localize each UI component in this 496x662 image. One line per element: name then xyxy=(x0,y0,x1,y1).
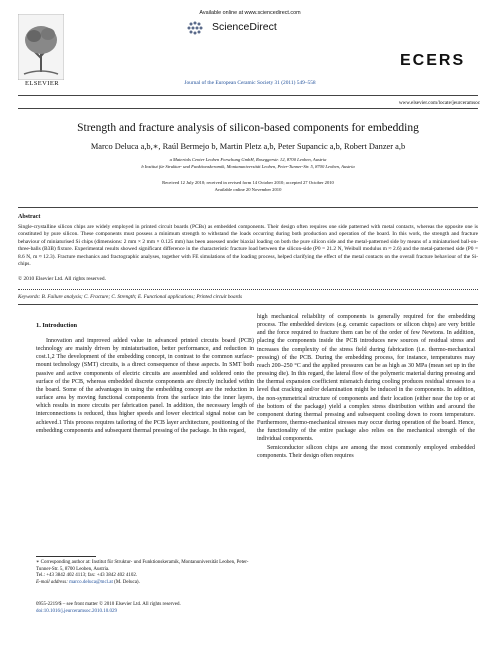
journal-site-url[interactable]: www.elsevier.com/locate/jeurceramsoc xyxy=(398,100,480,106)
paragraph: Semiconductor silicon chips are among the most commonly employed embedded components. Their design often requires xyxy=(257,444,475,459)
header-rule-thick xyxy=(18,108,478,109)
paragraph: high mechanical reliability of components is generally required for the embedding process. The embedded devices (e.g. ceramic capacitors or silicon chips) are very brittle and the force required to fracture them can be of the order of few Newtons. In addition, placing the components inside the PCB introduces new sources of residual stress and increases the complexity of the stress field during fabrication (i.e. thermo-mechanical pressing) of the PCB. During the embedding process, for instance, temperatures may reach 200–250 °C and the applied pressures can be as high as 30 MPa (mean set up in the pressing die). In this regard, the lateral flow of the polymeric material during pressing and the thermal expansion coefficient mismatch during cooling produces residual stresses to a level that cracking and/or delamination might be induced in the components. In addition, the non-symmetrical structure of components and their location (either near the top or at the bottom of the package) yield a complex stress distribution within and around the component during thermal pressing and subsequent cooling down to room temperature. Furthermore, thermo-mechanical stresses may occur during operation of the board. Hence, the functionality of the entire package also relies on the mechanical strength of the individual components. xyxy=(257,314,475,443)
abstract-copyright: © 2010 Elsevier Ltd. All rights reserved. xyxy=(18,276,106,282)
body-top-rule xyxy=(18,304,478,305)
keywords: Keywords: B. Failure analysis; C. Fracture; C. Strength; E. Functional applications; Printed circuit boards xyxy=(18,294,243,300)
phone-fax: Tel.: +43 3842 402 4113; fax: +43 3842 402 4102. xyxy=(36,573,138,579)
ecers-society-logo: ECERS xyxy=(400,52,466,69)
available-online-text: Available online at www.sciencedirect.com xyxy=(199,10,301,16)
sciencedirect-wordmark: ScienceDirect xyxy=(212,21,277,33)
journal-citation-link[interactable]: Journal of the European Ceramic Society 31 (2011) 549–558 xyxy=(184,80,316,86)
available-date: Available online 20 November 2010 xyxy=(214,187,282,192)
article-title: Strength and fracture analysis of silicon-based components for embedding xyxy=(77,122,419,134)
email-suffix: (M. Deluca). xyxy=(114,579,140,585)
right-column xyxy=(257,313,475,460)
email-line xyxy=(36,580,254,587)
footnote xyxy=(36,560,254,586)
affiliation-a: a Materials Center Leoben Forschung GmbH, Roseggerstr. 12, 8700 Leoben, Austria xyxy=(169,157,327,162)
keywords-rule xyxy=(18,289,478,290)
front-matter xyxy=(36,602,254,615)
doi-link[interactable]: doi:10.1016/j.jeurceramsoc.2010.10.029 xyxy=(36,608,117,614)
email-link[interactable]: marco.deluca@mcl.at xyxy=(69,579,113,585)
section-heading-introduction: 1. Introduction xyxy=(36,322,78,329)
abstract-heading: Abstract xyxy=(18,214,41,220)
email-label: E-mail address: xyxy=(36,579,68,585)
header-rule xyxy=(18,95,478,96)
elsevier-wordmark: ELSEVIER xyxy=(25,80,59,87)
footnote-rule xyxy=(36,556,96,557)
author-list: Marco Deluca a,b,∗, Raúl Bermejo b, Martin Pletz a,b, Peter Supancic a,b, Robert Danzer a,b xyxy=(90,142,406,151)
elsevier-tree-logo xyxy=(18,14,64,80)
abstract-top-rule xyxy=(18,207,478,208)
affiliation-b: b Institut für Struktur- und Funktionskeramik, Montanuniversität Leoben, Peter-Tunner-Str. 5, 8700 Leoben, Austria xyxy=(141,164,355,169)
abstract-text: Single-crystalline silicon chips are widely employed in printed circuit boards (PCBs) as embedded components. Their design often requires one side patterned with metal contacts, whereas the opposite one is constituted by pure silicon. These components must possess a minimum strength to withstand the loads occurring during both production and operation of the board. In this work, the strength and fracture behaviour of miniaturised Si chips (dimensions: 2 mm × 2 mm × 0.125 mm) has been assessed under biaxial loading on both the pure silicon side and the metal-patterned side by means of a miniaturised ball-on-three-balls (B3B) fixture. Experimental results showed significant difference in the characteristic fracture load between the silicon-side (P0 = 21.2 N, Weibull modulus m ≈ 2.6) and the metal-patterned side (P0 = 8.6 N, m ≈ 12.3). Fracture mechanics and fractographic analyses, together with FE simulations of the loading process, helped clarifying the effect of the metal contacts on the overall fracture behaviour of the Si-chips. xyxy=(18,224,478,268)
received-dates: Received 12 July 2010; received in revised form 14 October 2010; accepted 27 October 2010 xyxy=(162,180,334,185)
issn-line: 0955-2219/$ – see front matter © 2010 Elsevier Ltd. All rights reserved. xyxy=(36,602,181,607)
paragraph: Innovation and improved added value in advanced printed circuits board (PCB) technology are mainly driven by miniaturisation, better performance, and reduction in cost.1,2 The development of the embedding concept, in contrast to the common surface-mount technology (SMT) circuits, is a direct consequence of these aspects. In SMT both passive and active components of electric circuits are assembled and soldered onto the surface of the PCB, whereas embedded discrete components are directly included within the board. Some of the advantages in using the embedding concept are the reduction in surface area by moving functional components from the surface into the inner layers, which results in more circuits per fabrication panel. In addition, the necessary length of interconnections is reduced, thus higher speeds and lower electrical signal noise can be achieved.1 This process requires tailoring of the PCB layer architecture, positioning of the embedding components and subsequent thermal pressing of the package. In this regard, xyxy=(36,338,254,434)
left-column xyxy=(36,337,254,435)
corresponding-author-note: ∗ Corresponding author at: Institut für Struktur- und Funktionskeramik, Montanuniversität Leoben, Peter-Tunner-Str. 5, 8700 Leoben, Austria. xyxy=(36,560,249,572)
